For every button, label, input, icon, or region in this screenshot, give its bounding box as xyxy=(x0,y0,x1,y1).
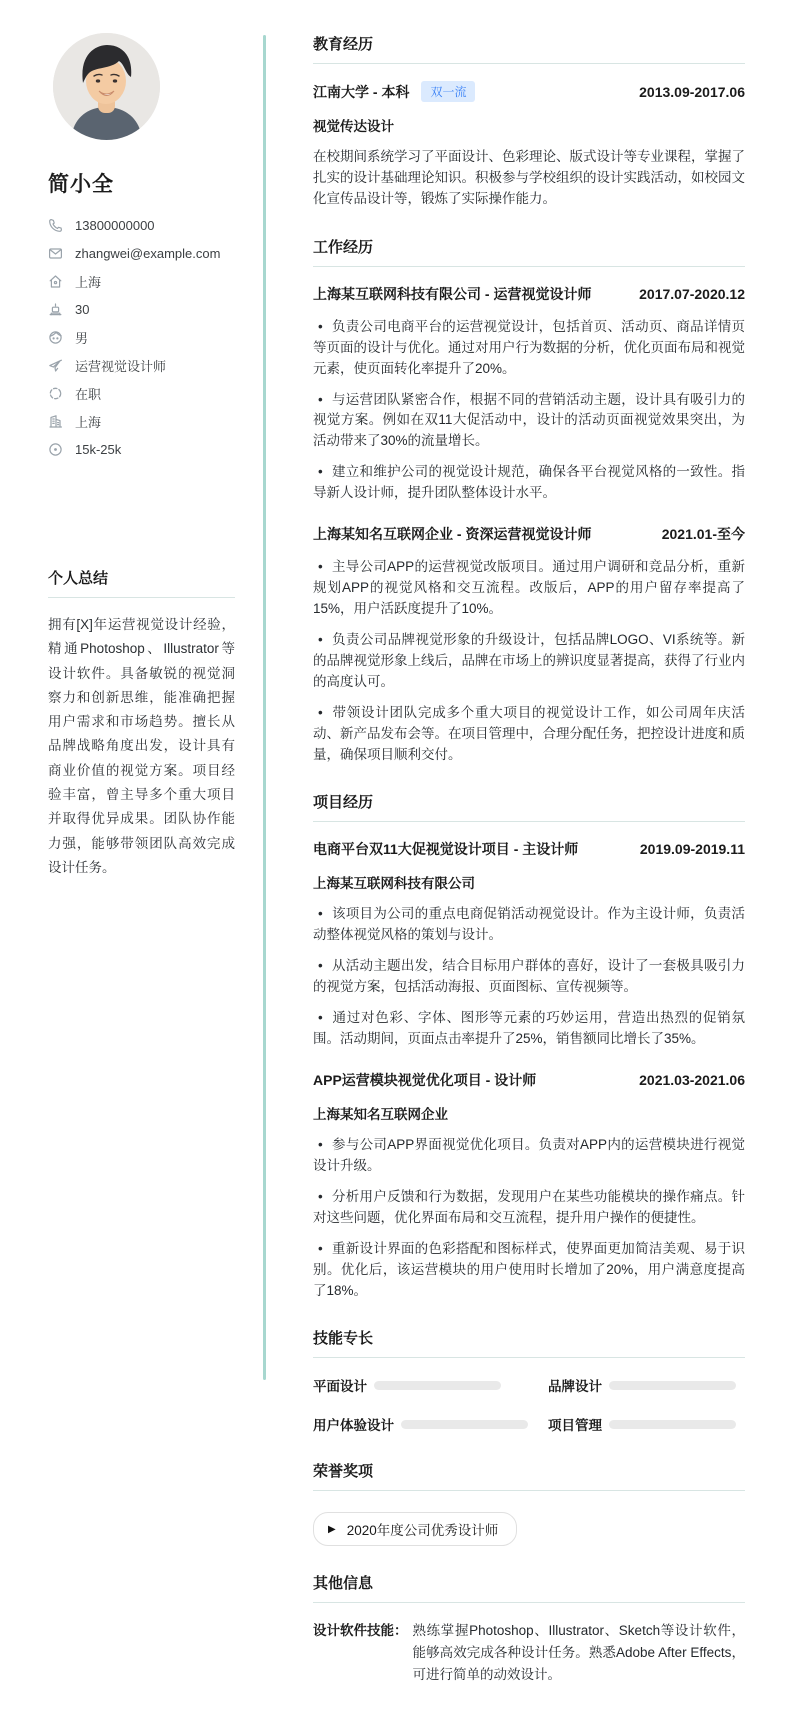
avatar-illustration xyxy=(53,33,160,140)
contact-value: 30 xyxy=(75,302,90,317)
skill-bar xyxy=(401,1420,528,1429)
work-entry xyxy=(313,524,745,765)
honor-item-button[interactable] xyxy=(313,1512,517,1546)
project-company: 上海某互联网科技有限公司 xyxy=(313,876,475,892)
bullet-dot: • xyxy=(318,704,323,720)
work-section xyxy=(313,236,745,766)
person-name: 简小全 xyxy=(48,173,114,196)
projects-section-title: 项目经历 xyxy=(313,791,745,822)
project-entry-date: 2021.03-2021.06 xyxy=(639,1071,745,1088)
bullet-dot: • xyxy=(318,906,323,922)
building-icon xyxy=(48,414,63,429)
bullet-dot: • xyxy=(318,318,323,334)
bullet-dot: • xyxy=(318,958,323,974)
gender-icon xyxy=(48,330,63,345)
project-entry-head xyxy=(313,1070,745,1090)
contact-salary xyxy=(48,442,235,457)
bullet-item: • 该项目为公司的重点电商促销活动视觉设计。作为主设计师，负责活动整体视觉风格的策划与设计。 xyxy=(313,906,745,943)
skill-item xyxy=(548,1375,745,1395)
bullet-item: • 带领设计团队完成多个重大项目的视觉设计工作，如公司周年庆活动、新产品发布会等。在项目管理中，合理分配任务，把控设计进度和质量，确保项目顺利交付。 xyxy=(313,704,745,762)
project-entry-bullets xyxy=(313,904,745,1050)
status-icon xyxy=(48,386,63,401)
contact-value: 运营视觉设计师 xyxy=(75,359,167,374)
projects-section xyxy=(313,791,745,1301)
main-content xyxy=(266,0,794,1715)
bullet-dot: • xyxy=(318,559,323,575)
education-school xyxy=(313,81,475,102)
bullet-item: • 从活动主题出发，结合目标用户群体的喜好，设计了一套极具吸引力的视觉方案，包括活动海报、页面图标、宣传视频等。 xyxy=(313,958,745,995)
work-entry-head xyxy=(313,284,745,304)
bullet-item: • 通过对色彩、字体、图形等元素的巧妙运用，营造出热烈的促销氛围。活动期间，页面点击率提升了25%，销售额同比增长了35%。 xyxy=(313,1010,745,1047)
contact-value: 上海 xyxy=(75,415,102,430)
honors-section xyxy=(313,1460,745,1546)
skills-section-title: 技能专长 xyxy=(313,1327,745,1358)
education-school-name: 江南大学 - 本科 xyxy=(313,83,410,100)
summary-section-title: 个人总结 xyxy=(48,567,235,598)
other-info-row xyxy=(313,1620,745,1685)
play-triangle-icon: ▶ xyxy=(328,1523,336,1535)
other-info-label: 设计软件技能： xyxy=(313,1623,408,1639)
skills-section xyxy=(313,1327,745,1434)
project-entry-bullets xyxy=(313,1135,745,1301)
double-first-class-badge: 双一流 xyxy=(421,81,475,102)
other-info-text: 熟练掌握Photoshop、Illustrator、Sketch等设计软件，能够高效完成各种设计任务。熟悉Adobe After Effects，可进行简单的动效设计。 xyxy=(412,1623,745,1682)
project-entry-date: 2019.09-2019.11 xyxy=(639,841,745,858)
work-entry-title: 上海某互联网科技有限公司 - 运营视觉设计师 xyxy=(313,285,592,302)
skill-label: 用户体验设计 xyxy=(313,1418,394,1434)
other-info-section-title: 其他信息 xyxy=(313,1572,745,1603)
contact-email xyxy=(48,246,235,261)
home-icon xyxy=(48,274,63,289)
bullet-item: • 负责公司电商平台的运营视觉设计，包括首页、活动页、商品详情页等页面的设计与优化。通过对用户行为数据的分析，优化页面布局和视觉元素，使页面转化率提升了20%。 xyxy=(313,318,745,376)
skill-item xyxy=(313,1375,528,1395)
sidebar xyxy=(0,0,263,1715)
contact-age xyxy=(48,302,235,317)
honor-label: 2020年度公司优秀设计师 xyxy=(346,1523,499,1539)
summary-text: 拥有[X]年运营视觉设计经验，精通Photoshop、Illustrator等设计软件。具备敏锐的视觉洞察力和创新思维，能准确把握用户需求和市场趋势。擅长从品牌战略角度出发，设计具有商业价值的视觉方案。项目经验丰富，曾主导多个重大项目并取得优异成果。团队协作能力强，能够带领团队高效完成设计任务。 xyxy=(48,617,235,875)
work-entry-date: 2017.07-2020.12 xyxy=(639,285,745,302)
skills-grid xyxy=(313,1375,745,1434)
contact-status xyxy=(48,386,235,401)
education-entry-head xyxy=(313,81,745,102)
contact-value: 13800000000 xyxy=(75,218,155,233)
work-entry-bullets xyxy=(313,557,745,765)
contact-value: 男 xyxy=(75,331,89,346)
skill-label: 项目管理 xyxy=(548,1418,602,1434)
skill-bar xyxy=(609,1381,736,1390)
bullet-item: • 参与公司APP界面视觉优化项目。负责对APP内的运营模块进行视觉设计升级。 xyxy=(313,1136,745,1173)
age-icon xyxy=(48,302,63,317)
honors-section-title: 荣誉奖项 xyxy=(313,1460,745,1491)
skill-label: 品牌设计 xyxy=(548,1379,602,1395)
bullet-item: • 分析用户反馈和行为数据，发现用户在某些功能模块的操作痛点。针对这些问题，优化界面布局和交互流程，提升用户操作的便捷性。 xyxy=(313,1188,745,1225)
skill-bar xyxy=(374,1381,501,1390)
project-entry xyxy=(313,839,745,1050)
bullet-item: • 主导公司APP的运营视觉改版项目。通过用户调研和竞品分析，重新规划APP的视觉风格和交互流程。改版后，APP的用户留存率提高了15%，用户活跃度提升了10%。 xyxy=(313,559,745,616)
work-entry-head xyxy=(313,524,745,544)
contact-value: zhangwei@example.com xyxy=(75,246,221,261)
education-section-title: 教育经历 xyxy=(313,33,745,64)
personal-summary-section xyxy=(48,567,235,880)
bullet-dot: • xyxy=(318,631,323,647)
bullet-dot: • xyxy=(318,1136,323,1152)
project-entry-title: APP运营模块视觉优化项目 - 设计师 xyxy=(313,1071,537,1088)
bullet-item: • 负责公司品牌视觉形象的升级设计，包括品牌LOGO、VI系统等。新的品牌视觉形象上线后，品牌在市场上的辨识度显著提高，获得了行业内的高度认可。 xyxy=(313,631,745,689)
bullet-dot: • xyxy=(318,1010,323,1026)
phone-icon xyxy=(48,218,63,233)
bullet-item: • 重新设计界面的色彩搭配和图标样式，使界面更加简洁美观、易于识别。优化后，该运营模块的用户使用时长增加了20%，用户满意度提高了18%。 xyxy=(313,1240,745,1298)
contact-value: 在职 xyxy=(75,387,102,402)
bullet-item: • 建立和维护公司的视觉设计规范，确保各平台视觉风格的一致性。指导新人设计师，提升团队整体设计水平。 xyxy=(313,464,745,501)
bullet-dot: • xyxy=(318,391,323,407)
education-major: 视觉传达设计 xyxy=(313,119,394,134)
contact-value: 15k-25k xyxy=(75,442,122,457)
project-company: 上海某知名互联网企业 xyxy=(313,1106,448,1122)
education-description: 在校期间系统学习了平面设计、色彩理论、版式设计等专业课程，掌握了扎实的设计基础理论知识。积极参与学校组织的设计实践活动，如校园文化宣传品设计等，锻炼了实际操作能力。 xyxy=(313,149,745,206)
paper-plane-icon xyxy=(48,358,63,373)
education-entry xyxy=(313,81,745,210)
contact-list xyxy=(48,218,235,457)
work-section-title: 工作经历 xyxy=(313,236,745,267)
contact-job-title xyxy=(48,358,235,373)
education-section xyxy=(313,33,745,210)
work-entry-date: 2021.01-至今 xyxy=(661,526,745,543)
contact-phone xyxy=(48,218,235,233)
contact-city xyxy=(48,274,235,289)
bullet-dot: • xyxy=(318,464,323,480)
work-entry xyxy=(313,284,745,504)
skill-item xyxy=(548,1414,745,1434)
salary-icon xyxy=(48,442,63,457)
project-entry-title: 电商平台双11大促视觉设计项目 - 主设计师 xyxy=(313,841,579,858)
education-date: 2013.09-2017.06 xyxy=(639,83,745,100)
bullet-item: • 与运营团队紧密合作，根据不同的营销活动主题，设计具有吸引力的视觉方案。例如在双11大促活动中，设计的活动页面视觉效果突出，为活动带来了30%的流量增长。 xyxy=(313,391,745,449)
mail-icon xyxy=(48,246,63,261)
project-entry-head xyxy=(313,839,745,859)
skill-item xyxy=(313,1414,528,1434)
contact-value: 上海 xyxy=(75,275,102,290)
contact-company-city xyxy=(48,414,235,429)
bullet-dot: • xyxy=(318,1188,323,1204)
contact-gender xyxy=(48,330,235,345)
skill-label: 平面设计 xyxy=(313,1379,367,1395)
bullet-dot: • xyxy=(318,1240,323,1256)
skill-bar xyxy=(609,1420,736,1429)
project-entry xyxy=(313,1070,745,1301)
avatar xyxy=(53,33,160,140)
other-info-section xyxy=(313,1572,745,1685)
work-entry-bullets xyxy=(313,317,745,504)
work-entry-title: 上海某知名互联网企业 - 资深运营视觉设计师 xyxy=(313,526,592,543)
